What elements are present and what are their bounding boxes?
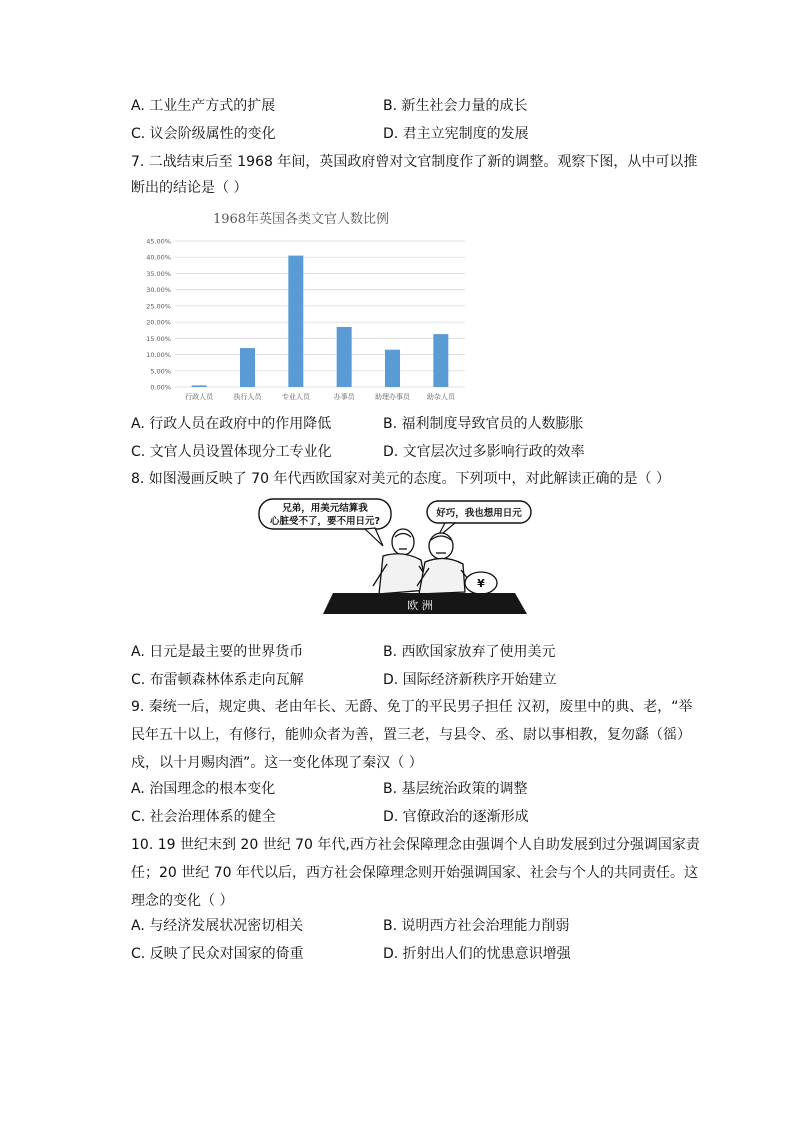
chart-x-tick-labels xyxy=(185,392,456,401)
q10-option-a: A. 与经济发展状况密切相关 xyxy=(131,918,304,934)
q8-stem-line-1: 8. 如图漫画反映了 70 年代西欧国家对美元的态度。下列项中，对此解读正确的是（ ） xyxy=(131,471,670,487)
q9-option-c: C. 社会治理体系的健全 xyxy=(131,809,276,825)
q9-stem-line-3: 戍，以十月赐肉酒”。这一变化体现了秦汉（ ） xyxy=(131,755,423,771)
civil-servant-ratio-chart xyxy=(131,207,471,407)
chart-y-tick-label: 20.00% xyxy=(146,318,171,327)
chart-x-tick-label: 助理办事员 xyxy=(375,393,410,401)
chart-x-tick-label: 办事员 xyxy=(333,393,355,401)
q9-stem-line-2: 民年五十以上，有修行，能帅众者为善，置三老，与县令、丞、尉以事相教，复勿繇（徭） xyxy=(131,727,691,743)
left-bubble-text-1: 兄弟，用美元结算我 xyxy=(282,503,368,514)
q9-stem xyxy=(131,693,691,777)
chart-gridlines xyxy=(175,241,465,387)
q8-option-a: A. 日元是最主要的世界货币 xyxy=(131,644,304,660)
left-bubble-tail xyxy=(365,528,383,546)
q8-option-d: D. 国际经济新秩序开始建立 xyxy=(383,672,557,688)
chart-x-tick-label: 助杂人员 xyxy=(426,393,455,401)
chart-bar xyxy=(337,327,352,387)
chart-bar xyxy=(288,256,303,387)
chart-y-tick-label: 40.00% xyxy=(146,253,171,262)
chart-bars xyxy=(192,256,449,387)
q10-option-b: B. 说明西方社会治理能力削弱 xyxy=(383,918,570,934)
q10-option-d: D. 折射出人们的忧患意识增强 xyxy=(383,946,571,962)
q8-option-b: B. 西欧国家放弃了使用美元 xyxy=(383,644,556,660)
chart-y-tick-label: 35.00% xyxy=(146,269,171,278)
q10-stem-line-2: 任；20 世纪 70 年代以后，西方社会保障理念则开始强调国家、社会与个人的共同责任。这 xyxy=(131,865,698,881)
chart-bar xyxy=(385,350,400,387)
chart-y-tick-labels xyxy=(146,238,171,392)
chart-y-tick-label: 15.00% xyxy=(146,334,171,343)
q7-option-c: C. 文官人员设置体现分工专业化 xyxy=(131,444,332,460)
q10-stem-line-1: 10. 19 世纪末到 20 世纪 70 年代,西方社会保障理念由强调个人自助发展到过分强调国家责 xyxy=(131,837,700,853)
chart-bar xyxy=(433,334,448,387)
chart-y-tick-label: 45.00% xyxy=(146,237,171,246)
q9-option-d: D. 官僚政治的逐渐形成 xyxy=(383,809,529,825)
q6-option-a: A. 工业生产方式的扩展 xyxy=(131,98,276,114)
q10-option-c: C. 反映了民众对国家的倚重 xyxy=(131,946,304,962)
q7-option-a: A. 行政人员在政府中的作用降低 xyxy=(131,416,332,432)
chart-y-tick-label: 10.00% xyxy=(146,351,171,360)
q10-stem-line-3: 理念的变化（ ） xyxy=(131,893,234,909)
q8-option-c: C. 布雷顿森林体系走向瓦解 xyxy=(131,672,304,688)
q9-stem-line-1: 9. 秦统一后，规定典、老由年长、无爵、免丁的平民男子担任 汉初，废里中的典、老，“举 xyxy=(131,699,693,715)
table-label: 欧 洲 xyxy=(407,599,433,612)
q7-option-b: B. 福利制度导致官员的人数膨胀 xyxy=(383,416,584,432)
chart-y-tick-label: 0.00% xyxy=(150,383,171,392)
currency-cartoon xyxy=(255,494,545,619)
q9-option-a: A. 治国理念的根本变化 xyxy=(131,781,276,797)
q6-option-b: B. 新生社会力量的成长 xyxy=(383,98,528,114)
right-bubble-text: 好巧，我也想用日元 xyxy=(436,508,522,519)
q7-stem-line-2: 断出的结论是（ ） xyxy=(131,180,248,196)
chart-bar xyxy=(192,385,207,387)
q7-option-d: D. 文官层次过多影响行政的效率 xyxy=(383,444,585,460)
q6-option-d: D. 君主立宪制度的发展 xyxy=(383,126,529,142)
q7-stem-line-1: 7. 二战结束后至 1968 年间，英国政府曾对文官制度作了新的调整。观察下图，从中可以推 xyxy=(131,154,698,170)
chart-title: 1968年英国各类文官人数比例 xyxy=(212,212,390,227)
chart-y-tick-label: 30.00% xyxy=(146,286,171,295)
q10-stem xyxy=(131,831,700,915)
yen-symbol: ¥ xyxy=(477,577,485,590)
chart-y-tick-label: 25.00% xyxy=(146,302,171,311)
chart-bar xyxy=(240,348,255,387)
q9-option-b: B. 基层统治政策的调整 xyxy=(383,781,528,797)
chart-x-tick-label: 执行人员 xyxy=(233,393,262,401)
chart-x-tick-label: 专业人员 xyxy=(281,393,310,401)
left-bubble-text-2: 心脏受不了，要不用日元? xyxy=(269,516,381,527)
chart-y-tick-label: 5.00% xyxy=(150,367,171,376)
chart-x-tick-label: 行政人员 xyxy=(185,393,214,401)
q6-option-c: C. 议会阶级属性的变化 xyxy=(131,126,276,142)
